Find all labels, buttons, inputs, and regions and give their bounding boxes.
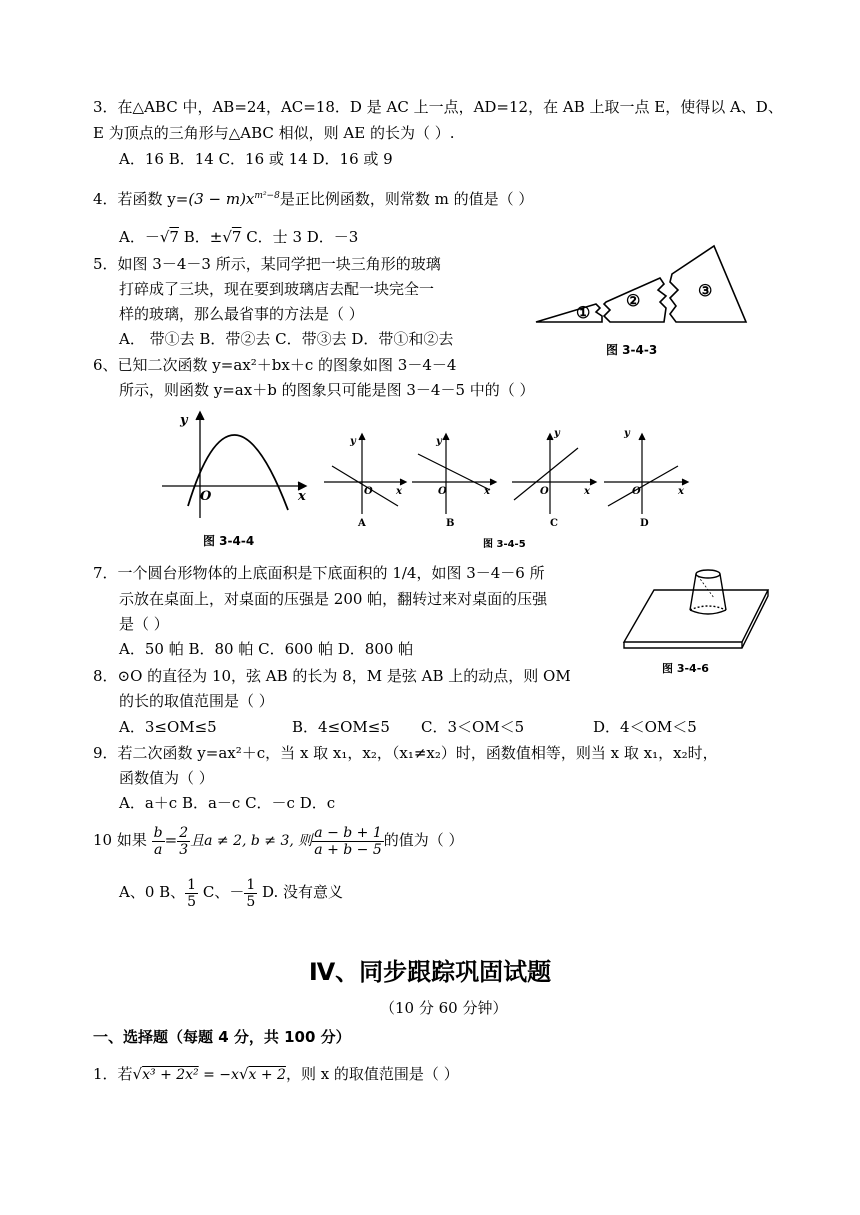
section-subtitle: （10 分 60 分钟）	[380, 999, 508, 1017]
q7-options: A．50 帕 B．80 帕 C．600 帕 D．800 帕	[119, 640, 414, 658]
q4-suffix: 是正比例函数，则常数 m 的值是（ ）	[279, 190, 534, 208]
q4-prefix: 4．若函数 y=	[93, 190, 189, 208]
frustum-top	[696, 570, 720, 578]
q10-f3-num: a − b + 1	[314, 824, 382, 841]
graph-b-o: O	[438, 486, 447, 497]
fig344-y-label: y	[180, 413, 188, 428]
q10-opt-c: C、－	[198, 883, 245, 901]
q3-line2: E 为顶点的三角形与△ABC 相似，则 AE 的长为（ ）.	[93, 124, 455, 142]
q9-line2: 函数值为（ ）	[119, 769, 214, 787]
q6-line1: 6、已知二次函数 y=ax²＋bx＋c 的图象如图 3－4－4	[93, 356, 457, 374]
q1-radicand-right: x + 2	[248, 1067, 286, 1083]
q4-options: A．－√7 B．±√7 C．士 3 D．－3	[119, 228, 359, 246]
graph-option-b	[412, 434, 496, 514]
table-top	[624, 590, 768, 642]
q1-mid: = −x	[198, 1067, 239, 1083]
q10-f1-den: a	[153, 841, 163, 858]
graph-c-label: C	[550, 518, 558, 529]
graph-option-c	[512, 434, 596, 514]
q10-optb-num: 1	[187, 876, 197, 893]
q10-opt-a: A、0 B、	[119, 883, 186, 901]
q10-f2-num: 2	[179, 824, 189, 841]
table-edge	[624, 590, 768, 648]
graph-a-o: O	[364, 486, 373, 497]
graph-c-y: y	[554, 428, 560, 439]
q4-formula: (3 − m)x	[188, 190, 255, 208]
q9-options: A．a＋c B．a－c C．－c D．c	[119, 794, 336, 812]
graph-d-x: x	[678, 486, 684, 497]
q10-opt-d: D. 没有意义	[257, 883, 344, 901]
q3-options: A．16 B．14 C．16 或 14 D．16 或 9	[119, 150, 393, 168]
q5-line2: 打碎成了三块，现在要到玻璃店去配一块完全一	[119, 280, 435, 298]
q7-line3: 是（ ）	[119, 615, 169, 633]
q10-options	[119, 870, 343, 914]
figure-3-4-3-caption: 图 3-4-3	[606, 343, 658, 357]
q10-fraction-b-over-a	[152, 825, 165, 858]
q8-option-a: A．3≤OM≤5	[119, 718, 217, 736]
q4-opt-a: A．－	[119, 228, 160, 246]
graph-d-y: y	[624, 428, 630, 439]
q8-option-d: D．4＜OM＜5	[593, 718, 697, 736]
q5-options: A． 带①去 B．带②去 C．带③去 D．带①和②去	[119, 330, 454, 348]
q10-f2-den: 3	[179, 841, 189, 858]
q6-line2: 所示，则函数 y=ax＋b 的图象只可能是图 3－4－5 中的（ ）	[119, 381, 535, 399]
graph-a-label: A	[358, 518, 366, 529]
fig344-origin: O	[200, 489, 212, 504]
q4-opt-rest: C．士 3 D．－3	[241, 228, 359, 246]
q10-opt-b-frac	[185, 877, 198, 910]
q10-opt-c-frac	[244, 877, 257, 910]
graph-c-x: x	[584, 486, 590, 497]
section-title: Ⅳ、同步跟踪巩固试题	[308, 958, 552, 986]
q8-option-b: B．4≤OM≤5	[292, 718, 390, 736]
q10-f3-den: a + b − 5	[314, 841, 382, 858]
q4-line	[93, 186, 533, 209]
q10-suffix: 的值为（ ）	[383, 831, 464, 849]
q4-opt-b: B．±	[178, 228, 223, 246]
q1-suffix: ，则 x 的取值范围是（ ）	[285, 1065, 459, 1083]
q10-optc-den: 5	[246, 893, 256, 910]
q5-line3: 样的玻璃，那么最省事的方法是（ ）	[119, 305, 364, 323]
q10-optc-num: 1	[246, 876, 256, 893]
figure-3-4-4-caption: 图 3-4-4	[203, 534, 255, 548]
graph-b-y: y	[436, 436, 442, 447]
q10-prefix: 10 如果	[93, 831, 147, 849]
q10-line	[93, 820, 464, 860]
q5-line1: 5．如图 3－4－3 所示，某同学把一块三角形的玻璃	[93, 255, 441, 273]
figure-3-4-6	[622, 562, 772, 656]
q8-option-c: C．3＜OM＜5	[421, 718, 525, 736]
q9-line1: 9．若二次函数 y=ax²＋c，当 x 取 x₁，x₂，（x₁≠x₂）时，函数值相等，则当 x 取 x₁，x₂时，	[93, 744, 718, 762]
graph-option-a	[324, 434, 406, 514]
q10-f1-num: b	[153, 824, 163, 841]
q7-line2: 示放在桌面上，对桌面的压强是 200 帕，翻转过来对桌面的压强	[119, 590, 548, 608]
graph-b-x: x	[484, 486, 490, 497]
q10-fraction-2-over-3	[177, 825, 190, 858]
graph-a-x: x	[396, 486, 402, 497]
q4-exponent: m²−8	[254, 191, 280, 201]
figure-3-4-4	[160, 402, 310, 522]
graph-c-o: O	[540, 486, 549, 497]
figure-3-4-5	[318, 422, 698, 532]
piece-1-label: ①	[576, 303, 591, 322]
q10-condition: 且a ≠ 2, b ≠ 3, 则	[190, 833, 313, 849]
figure-3-4-6-caption: 图 3-4-6	[662, 662, 709, 675]
graph-d-o: O	[632, 486, 641, 497]
q10-eq: =	[164, 831, 178, 849]
q1-prefix: 1．若	[93, 1065, 133, 1083]
section-part-title: 一、选择题（每题 4 分，共 100 分）	[93, 1028, 351, 1046]
q10-optb-den: 5	[187, 893, 197, 910]
piece-3-label: ③	[698, 281, 713, 300]
q1-radicand-left: x³ + 2x²	[142, 1067, 199, 1083]
figure-3-4-5-caption: 图 3-4-5	[483, 539, 526, 550]
q4-rad-b: 7	[231, 228, 242, 246]
figure-3-4-3	[530, 238, 760, 328]
graph-a-y: y	[350, 436, 356, 447]
q10-fraction-expr	[312, 825, 383, 858]
graph-d-label: D	[640, 518, 649, 529]
q7-line1: 7．一个圆台形物体的上底面积是下底面积的 1/4，如图 3－4－6 所	[93, 564, 545, 582]
q8-line2: 的长的取值范围是（ ）	[119, 692, 274, 710]
piece-2-label: ②	[626, 291, 641, 310]
q8-line1: 8．⊙O 的直径为 10，弦 AB 的长为 8，M 是弦 AB 上的动点，则 OM	[93, 667, 571, 685]
glass-piece-1	[536, 304, 602, 322]
q1-line: 1．若√x³ + 2x² = −x√x + 2，则 x 的取值范围是（ ）	[93, 1065, 459, 1083]
fig344-x-label: x	[298, 489, 306, 504]
graph-b-label: B	[446, 518, 455, 529]
q3-line1: 3．在△ABC 中，AB=24，AC=18．D 是 AC 上一点，AD=12，在 AB 上取一点 E，使得以 A、D、	[93, 98, 783, 116]
graph-option-d	[604, 434, 688, 514]
q4-rad-a: 7	[169, 228, 179, 246]
